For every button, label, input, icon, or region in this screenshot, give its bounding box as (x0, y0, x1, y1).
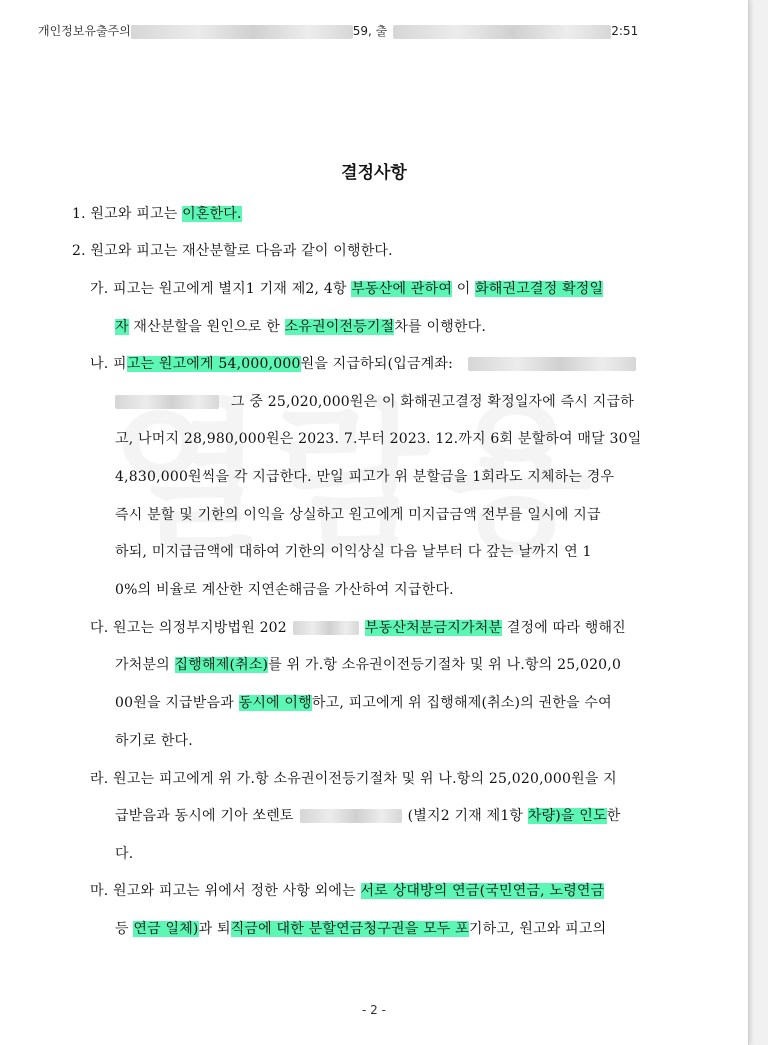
redacted-block (293, 621, 359, 635)
item-marker: 2. (72, 243, 86, 259)
item-marker: 나. (90, 356, 109, 372)
text-run: (별지2 기재 제1항 (407, 808, 528, 824)
text-run: 기하고, 원고와 피고의 (468, 921, 607, 937)
text-run: 하고, 피고에게 위 집행해제(취소)의 권한을 수여 (311, 695, 612, 711)
text-run: 등 (115, 921, 134, 937)
text-run: 원고와 피고는 위에서 정한 사항 외에는 (113, 883, 361, 899)
item-ma-line-2 (115, 918, 606, 938)
document-header (38, 22, 638, 39)
text-run: 한 (606, 808, 621, 824)
item-ga-line-2 (115, 316, 486, 336)
page-number: - 2 - (362, 1003, 386, 1017)
item-da-line-3 (115, 692, 612, 712)
header-prefix: 개인정보유출주의 (38, 24, 131, 38)
text-run: 를 위 가.항 소유권이전등기절차 및 위 나.항의 25,020,0 (268, 657, 622, 673)
text-run: 과 퇴 (198, 921, 231, 937)
highlight-run: 소유권이전등기절 (284, 319, 395, 335)
redacted-block (468, 357, 636, 371)
text-run: 00원을 지급받음과 (115, 695, 239, 711)
redacted-block (131, 25, 353, 39)
text-run: 원을 지급하되(입금계좌: (300, 356, 454, 372)
item-marker: 가. (90, 281, 109, 297)
redacted-block (300, 809, 402, 823)
highlight-run: 직금에 대한 분할연금청구권을 모두 포 (230, 921, 469, 937)
highlight-run: 집행해제(취소) (174, 657, 269, 673)
text-run: 가처분의 (115, 657, 175, 673)
item-marker: 라. (90, 771, 109, 787)
redacted-block (393, 25, 611, 39)
text-run: 결정에 따라 행해진 (502, 620, 626, 636)
highlight-run: 부동산처분금지가처분 (364, 620, 503, 636)
item-na-line-6: 하되, 미지급금액에 대하여 기한의 이익상실 다음 날부터 다 갚는 날까지 연 1 (115, 544, 592, 560)
item-na-line-4: 4,830,000원씩을 각 지급한다. 만일 피고가 위 분할금을 1회라도 지체하는 경우 (115, 469, 615, 485)
highlight-run: 자 (115, 319, 129, 335)
highlight-run: 차량)을 인도 (527, 808, 607, 824)
highlight-run: 부동산에 관하여 (351, 281, 453, 297)
item-na-line-1 (90, 353, 636, 373)
text-run: 피 (113, 356, 127, 372)
item-da-line-1 (90, 617, 626, 637)
item-marker: 1. (72, 206, 86, 222)
section-title: 결정사항 (341, 163, 407, 183)
item-da-line-2 (115, 654, 621, 674)
item-2-line (72, 240, 393, 260)
text-run: 원고와 피고는 재산분할로 다음과 같이 이행한다. (90, 243, 393, 259)
text-run: 원고는 의정부지방법원 202 (113, 620, 287, 636)
highlight-run: 연금 일체) (133, 921, 199, 937)
text-run: 원고는 피고에게 위 가.항 소유권이전등기절차 및 위 나.항의 25,020,000원을 지 (113, 771, 617, 787)
text-run: 재산분할을 원인으로 한 (128, 319, 285, 335)
item-ra-line-3: 다. (115, 846, 134, 862)
item-marker: 마. (90, 883, 109, 899)
header-mid: 59, 출 (352, 24, 388, 38)
item-na-line-7: 0%의 비율로 계산한 지연손해금을 가산하여 지급한다. (115, 582, 454, 598)
text-run: 그 중 25,020,000원은 이 화해권고결정 확정일자에 즉시 지급하 (231, 394, 634, 410)
text-run: 차를 이행한다. (394, 319, 487, 335)
item-marker: 다. (90, 620, 109, 636)
text-run: 원고와 피고는 (90, 206, 183, 222)
header-suffix: 2:51 (611, 24, 639, 38)
item-1-line (72, 203, 242, 223)
highlight-run: 서로 상대방의 연금(국민연금, 노령연금 (360, 883, 605, 899)
item-ra-line-1 (90, 768, 617, 788)
item-na-line-2 (115, 391, 634, 411)
highlight-run: 화해권고결정 확정일 (475, 281, 604, 297)
redacted-block (115, 395, 219, 409)
text-run: 이 (452, 281, 476, 297)
item-ga-line-1 (90, 278, 603, 298)
text-run: 급받음과 동시에 기아 쏘렌토 (115, 808, 294, 824)
text-run: 피고는 원고에게 별지1 기재 제2, 4항 (113, 281, 352, 297)
highlight-run: 이혼한다. (182, 206, 242, 222)
item-na-line-3: 고, 나머지 28,980,000원은 2023. 7.부터 2023. 12.까지 6회 분할하여 매달 30일 (115, 431, 642, 447)
item-ra-line-2 (115, 805, 620, 825)
item-na-line-5: 즉시 분할 및 기한의 이익을 상실하고 원고에게 미지급금액 전부를 일시에 지급 (115, 507, 601, 523)
item-da-line-4: 하기로 한다. (115, 733, 193, 749)
highlight-run: 동시에 이행 (238, 695, 312, 711)
highlight-run: 고는 원고에게 54,000,000 (126, 356, 301, 372)
item-ma-line-1 (90, 880, 604, 900)
